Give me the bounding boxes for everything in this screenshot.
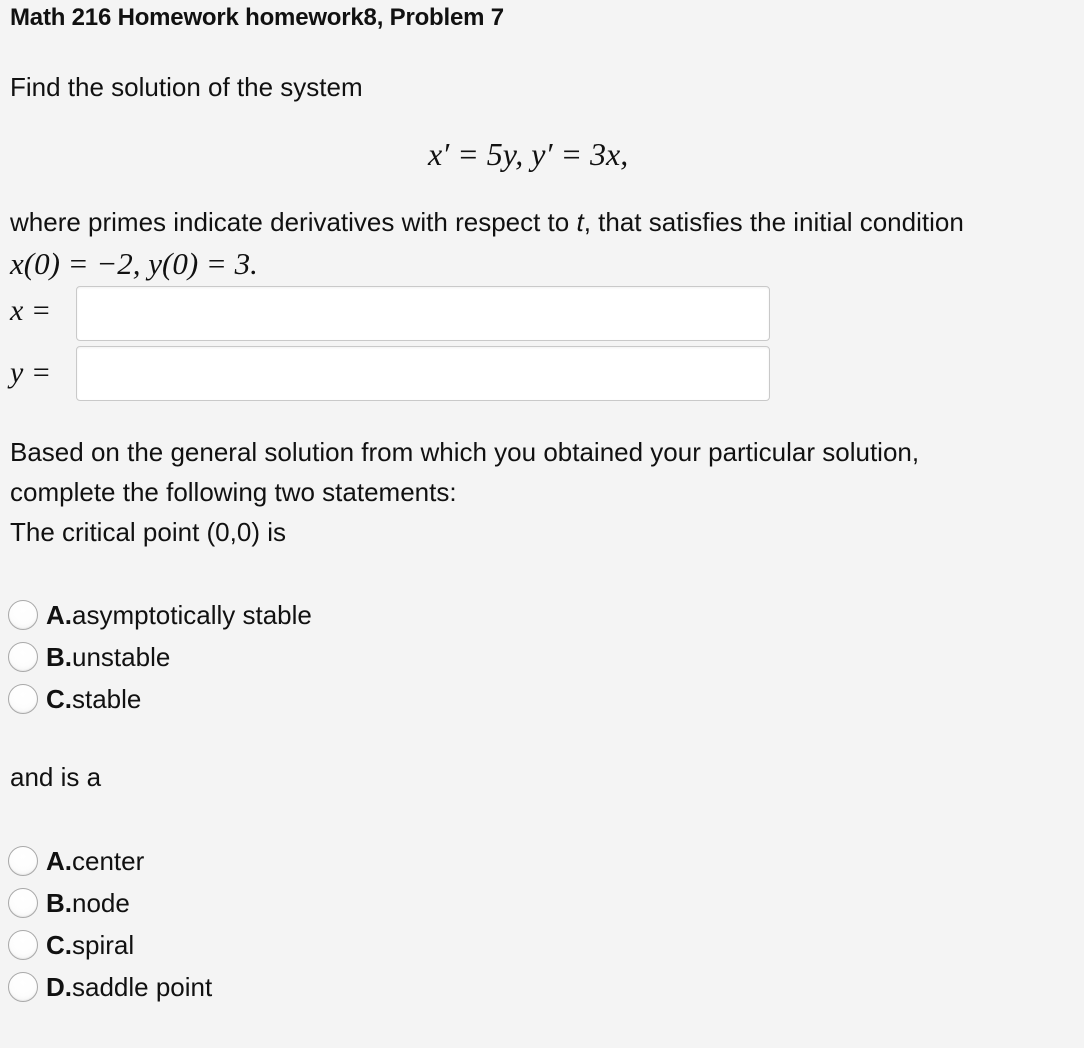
option-text: asymptotically stable [72,599,312,630]
x-answer-label: x = [10,294,52,327]
option-text: center [72,845,145,876]
stability-option-b[interactable] [8,638,170,676]
y-answer-label: y = [10,356,52,389]
radio-button[interactable] [8,846,38,876]
stability-option-c[interactable] [8,680,141,718]
problem-description [10,207,964,238]
followup-line-2: complete the following two statements: [10,477,457,507]
problem-prompt: Find the solution of the system [10,72,363,102]
t-variable: t [576,207,584,237]
radio-button[interactable] [8,930,38,960]
option-letter: A. [46,845,72,876]
option-letter: C. [46,683,72,714]
option-text: stable [72,683,142,714]
option-text: node [72,887,130,918]
radio-button[interactable] [8,600,38,630]
option-text: unstable [72,641,171,672]
type-option-c[interactable] [8,926,134,964]
description-before-t: where primes indicate derivatives with respect to [10,207,577,237]
followup-line-3: The critical point (0,0) is [10,517,286,547]
option-letter: A. [46,599,72,630]
option-letter: B. [46,887,72,918]
option-letter: C. [46,929,72,960]
y-answer-input[interactable] [76,346,770,401]
stability-option-a[interactable] [8,596,312,634]
equation-part-1: x′ = 5y, [428,136,532,172]
option-letter: B. [46,641,72,672]
equation-part-2: y′ = 3x, [531,136,629,172]
connector-text: and is a [10,762,102,792]
initial-condition: x(0) = −2, y(0) = 3. [10,246,258,281]
radio-button[interactable] [8,642,38,672]
radio-button[interactable] [8,888,38,918]
system-equation [428,136,628,173]
type-option-d[interactable] [8,968,212,1006]
option-text: spiral [72,929,135,960]
problem-title: Math 216 Homework homework8, Problem 7 [10,4,504,31]
x-answer-input[interactable] [76,286,770,341]
radio-button[interactable] [8,972,38,1002]
description-after-t: , that satisfies the initial condition [583,207,964,237]
option-letter: D. [46,971,72,1002]
radio-button[interactable] [8,684,38,714]
followup-line-1: Based on the general solution from which you obtained your particular solution, [10,437,920,467]
type-option-b[interactable] [8,884,130,922]
type-option-a[interactable] [8,842,144,880]
followup-text [10,432,919,552]
option-text: saddle point [72,971,213,1002]
